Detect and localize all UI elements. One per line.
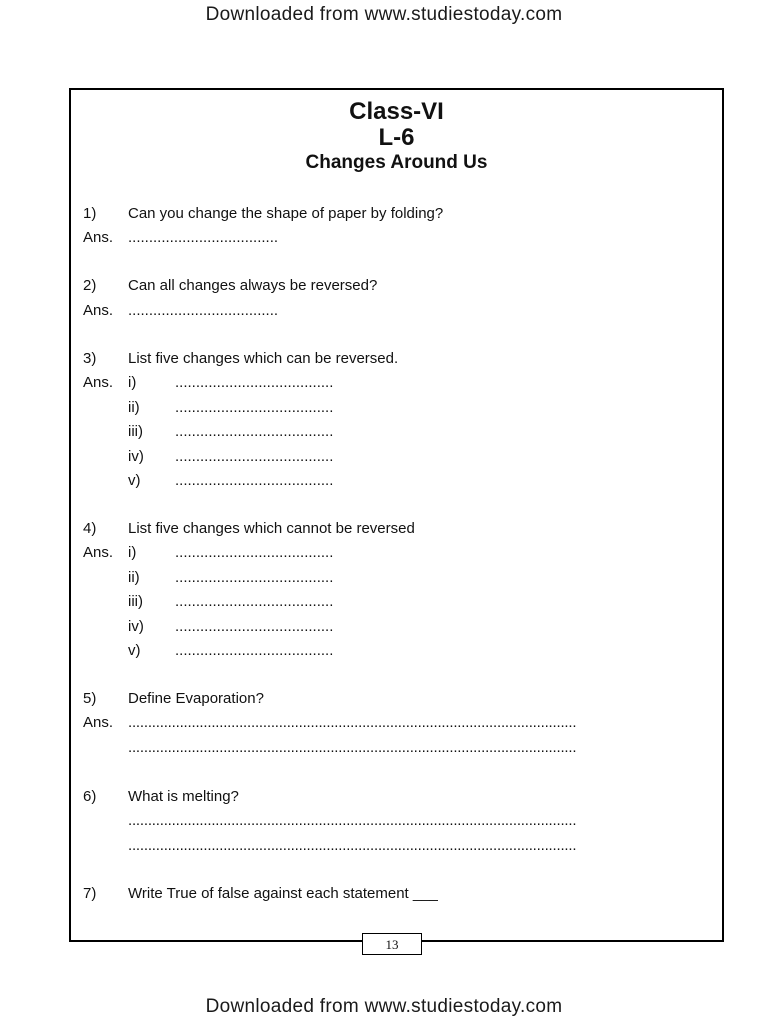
q4-answer-line: ...................................... — [175, 593, 334, 610]
q3-item-label: iii) — [128, 423, 143, 440]
q5-text: Define Evaporation? — [128, 690, 264, 707]
q3-answer-line: ...................................... — [175, 472, 334, 489]
q4-answer-line: ...................................... — [175, 642, 334, 659]
q4-item-label: i) — [128, 544, 137, 561]
q3-answer-line: ...................................... — [175, 423, 334, 440]
q3-number: 3) — [83, 350, 97, 367]
q3-item-label: iv) — [128, 448, 144, 465]
q1-answer-line: .................................... — [128, 229, 279, 246]
q3-answer-line: ...................................... — [175, 399, 334, 416]
q4-number: 4) — [83, 520, 97, 537]
q3-item-label: i) — [128, 374, 137, 391]
q3-item-label: v) — [128, 472, 141, 489]
q4-answer-line: ...................................... — [175, 544, 334, 561]
q3-text: List five changes which can be reversed. — [128, 350, 399, 367]
q4-text: List five changes which cannot be reversed — [128, 520, 415, 537]
q4-item-label: iii) — [128, 593, 143, 610]
q4-answer-line: ...................................... — [175, 569, 334, 586]
q7-number: 7) — [83, 885, 97, 902]
q6-answer-line: ................................................................................................................. — [128, 812, 577, 829]
q5-answer-line: ................................................................................................................. — [128, 714, 577, 731]
q4-item-label: ii) — [128, 569, 140, 586]
chapter-title: Changes Around Us — [305, 152, 488, 173]
q5-number: 5) — [83, 690, 97, 707]
lesson-title: L-6 — [378, 124, 415, 151]
q1-ans-label: Ans. — [83, 229, 114, 246]
q6-answer-line: ................................................................................................................. — [128, 837, 577, 854]
q5-answer-line: ................................................................................................................. — [128, 739, 577, 756]
q3-item-label: ii) — [128, 399, 140, 416]
q4-item-label: v) — [128, 642, 141, 659]
q5-ans-label: Ans. — [83, 714, 114, 731]
q2-answer-line: .................................... — [128, 302, 279, 319]
q3-answer-line: ...................................... — [175, 374, 334, 391]
q3-ans-label: Ans. — [83, 374, 114, 391]
q6-text: What is melting? — [128, 788, 239, 805]
q2-text: Can all changes always be reversed? — [128, 277, 378, 294]
q6-number: 6) — [83, 788, 97, 805]
q4-ans-label: Ans. — [83, 544, 114, 561]
class-title: Class-VI — [349, 98, 444, 125]
q1-number: 1) — [83, 205, 97, 222]
worksheet-frame — [69, 88, 724, 942]
q3-answer-line: ...................................... — [175, 448, 334, 465]
q2-number: 2) — [83, 277, 97, 294]
q1-text: Can you change the shape of paper by folding? — [128, 205, 444, 222]
download-watermark-bottom: Downloaded from www.studiestoday.com — [205, 996, 563, 1017]
q7-text: Write True of false against each statement ___ — [128, 885, 438, 902]
q4-item-label: iv) — [128, 618, 144, 635]
q2-ans-label: Ans. — [83, 302, 114, 319]
page-number: 13 — [362, 933, 422, 955]
q4-answer-line: ...................................... — [175, 618, 334, 635]
download-watermark-top: Downloaded from www.studiestoday.com — [205, 4, 563, 25]
